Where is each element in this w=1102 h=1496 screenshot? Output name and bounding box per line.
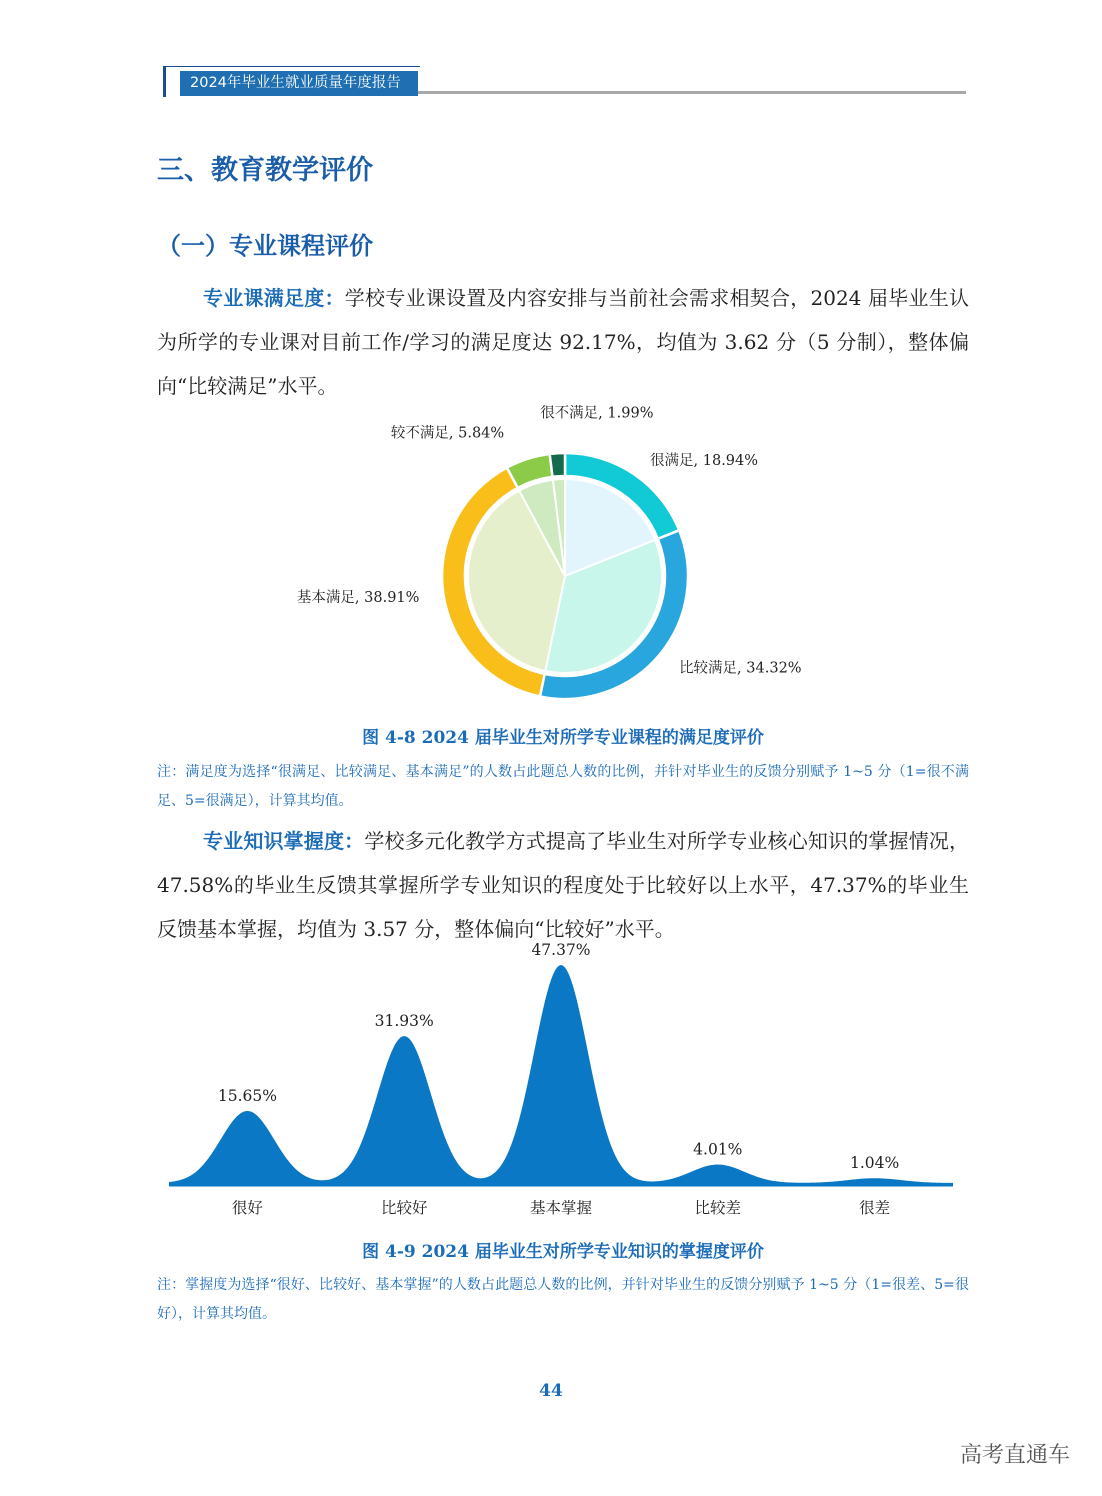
figure2-caption: 图 4-9 2024 届毕业生对所学专业知识的掌握度评价 — [362, 1242, 764, 1262]
category-tick-label: 比较差 — [694, 1199, 742, 1217]
page-number: 44 — [539, 1381, 563, 1401]
pie-data-label: 比较满足, 34.32% — [679, 660, 802, 677]
category-tick-label: 很差 — [859, 1199, 891, 1217]
paragraph-lead: 专业课满足度： — [203, 286, 345, 310]
pie-data-label: 很不满足, 1.99% — [540, 405, 654, 422]
peak-data-label: 4.01% — [693, 1140, 743, 1159]
paragraph-body: 学校多元化教学方式提高了毕业生对所学专业核心知识的掌握情况，47.58%的毕业生反馈其掌握所学专业知识的程度处于比较好以上水平，47.37%的毕业生反馈基本掌握，均值为 3.57 分，整体偏向“比较好”水平。 — [157, 829, 970, 941]
figure2-note: 注：掌握度为选择“很好、比较好、基本掌握”的人数占此题总人数的比例，并针对毕业生的反馈分别赋予 1~5 分（1=很差、5=很好），计算其均值。 — [157, 1277, 969, 1322]
peak-data-label: 15.65% — [217, 1086, 277, 1105]
pie-data-label: 很满足, 18.94% — [650, 453, 759, 470]
category-tick-label: 比较好 — [380, 1199, 428, 1217]
pie-data-label: 基本满足, 38.91% — [296, 590, 420, 607]
peak-area — [169, 965, 953, 1185]
paragraph-body: 学校专业课设置及内容安排与当前社会需求相契合，2024 届毕业生认为所学的专业课对目前工作/学习的满足度达 92.17%，均值为 3.62 分（5 分制），整体偏向“比较满足”水平。 — [157, 286, 969, 398]
satisfaction-pie-chart — [157, 405, 969, 716]
peak-data-label: 31.93% — [374, 1012, 434, 1031]
pie-outer-slice — [550, 453, 565, 477]
pie-data-label: 较不满足, 5.84% — [390, 425, 505, 442]
figure1-note: 注：满足度为选择“很满足、比较满足、基本满足”的人数占此题总人数的比例，并针对毕业生的反馈分别赋予 1~5 分（1=很不满足、5=很满足），计算其均值。 — [157, 764, 969, 809]
peak-data-label: 47.37% — [531, 941, 591, 959]
peak-data-label: 1.04% — [849, 1154, 900, 1173]
subsection-title: （一）专业课程评价 — [157, 232, 373, 260]
paragraph-course-satisfaction — [157, 276, 969, 408]
peak-series — [169, 965, 953, 1185]
header-rule — [418, 91, 966, 94]
mastery-peak-chart — [157, 941, 969, 1225]
header-title: 2024年毕业生就业质量年度报告 — [180, 71, 418, 96]
watermark: 高考直通车 — [959, 1443, 1070, 1468]
category-tick-label: 很好 — [231, 1199, 263, 1217]
section-title: 三、教育教学评价 — [157, 155, 373, 186]
figure1-caption: 图 4-8 2024 届毕业生对所学专业课程的满足度评价 — [362, 728, 764, 748]
paragraph-lead: 专业知识掌握度： — [203, 829, 365, 853]
pie-slices — [442, 453, 688, 699]
category-tick-label: 基本掌握 — [529, 1199, 593, 1217]
paragraph-knowledge-mastery — [157, 819, 969, 951]
